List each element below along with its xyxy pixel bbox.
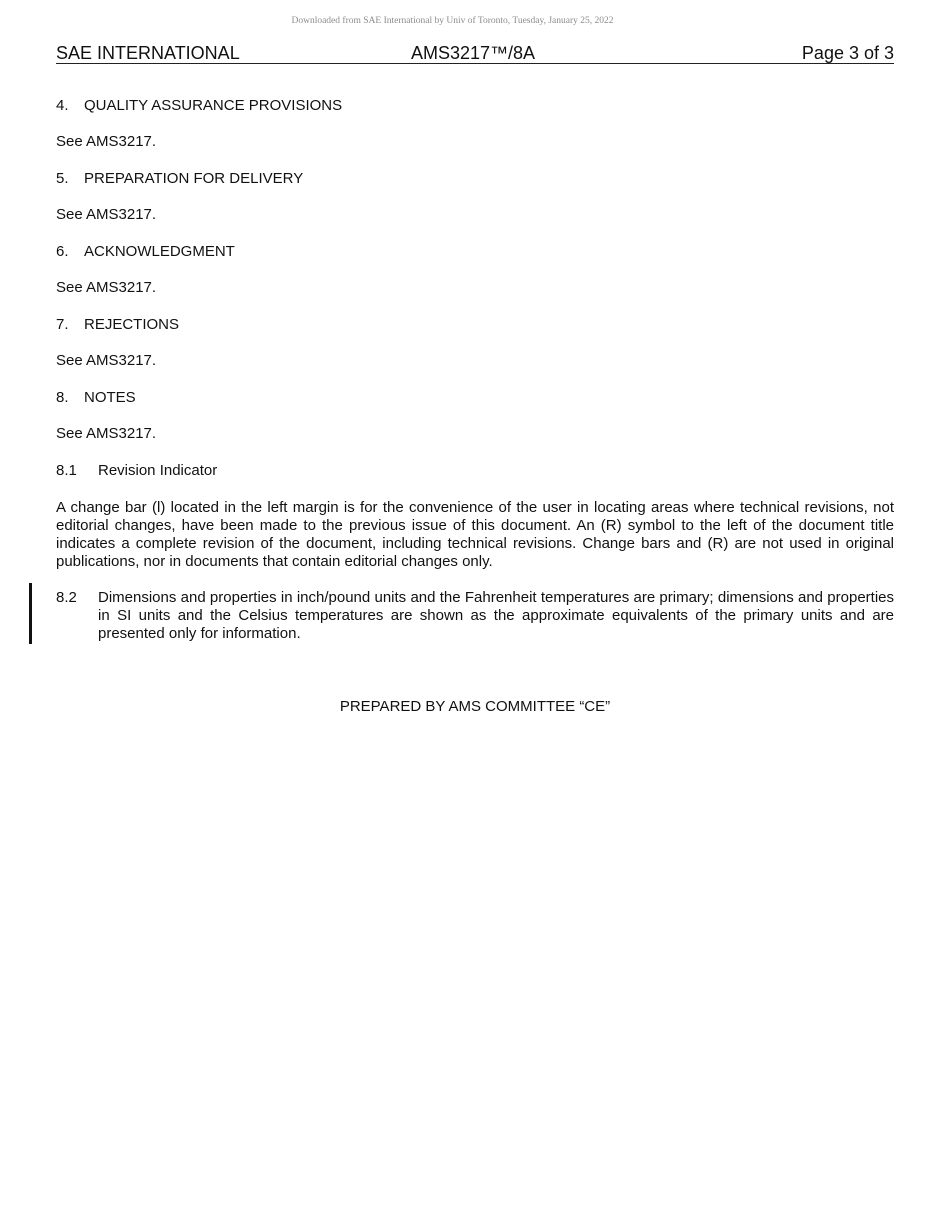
subsection-number: 8.1 (56, 462, 77, 479)
section-number: 8. (56, 389, 69, 406)
section-6-body: See AMS3217. (56, 279, 157, 296)
subsection-title: Revision Indicator (98, 462, 218, 479)
subsection-number: 8.2 (56, 589, 77, 606)
section-7-heading (56, 316, 894, 334)
subsection-8-2 (56, 589, 894, 643)
header-org: SAE INTERNATIONAL (56, 43, 240, 63)
section-4-heading (56, 97, 894, 115)
subsection-8-1-heading (56, 462, 894, 480)
download-watermark: Downloaded from SAE International by Univ of Toronto, Tuesday, January 25, 2022 (291, 16, 614, 26)
section-8-body: See AMS3217. (56, 425, 157, 442)
subsection-8-1-body: A change bar (l) located in the left margin is for the convenience of the user in locating areas where technical revisions, not editorial changes, have been made to the previous issue of this document. An (R) symbol to the left of the document title indicates a complete revision of the document, including technical revisions. Change bars and (R) are not used in original publications, nor in documents that contain editorial changes only. (56, 499, 894, 570)
section-title: ACKNOWLEDGMENT (84, 243, 235, 260)
page-header (56, 43, 894, 64)
header-page-number: Page 3 of 3 (801, 43, 894, 63)
section-5-heading (56, 170, 894, 188)
prepared-by: PREPARED BY AMS COMMITTEE “CE” (339, 698, 611, 715)
section-number: 5. (56, 170, 69, 187)
section-title: NOTES (84, 389, 136, 406)
section-6-heading (56, 243, 894, 261)
header-doc-id: AMS3217™/8A (411, 43, 536, 63)
section-number: 4. (56, 97, 69, 114)
section-title: QUALITY ASSURANCE PROVISIONS (84, 97, 343, 114)
section-title: PREPARATION FOR DELIVERY (84, 170, 304, 187)
revision-change-bar (29, 583, 32, 644)
section-4-body: See AMS3217. (56, 133, 157, 150)
section-7-body: See AMS3217. (56, 352, 157, 369)
subsection-8-2-body: Dimensions and properties in inch/pound units and the Fahrenheit temperatures are primary; dimensions and properties in SI units and the Celsius temperatures are shown as the approximate equivalents of the primary units and are presented only for information. (98, 589, 894, 642)
section-number: 7. (56, 316, 69, 333)
section-number: 6. (56, 243, 69, 260)
section-5-body: See AMS3217. (56, 206, 157, 223)
section-8-heading (56, 389, 894, 407)
section-title: REJECTIONS (84, 316, 180, 333)
